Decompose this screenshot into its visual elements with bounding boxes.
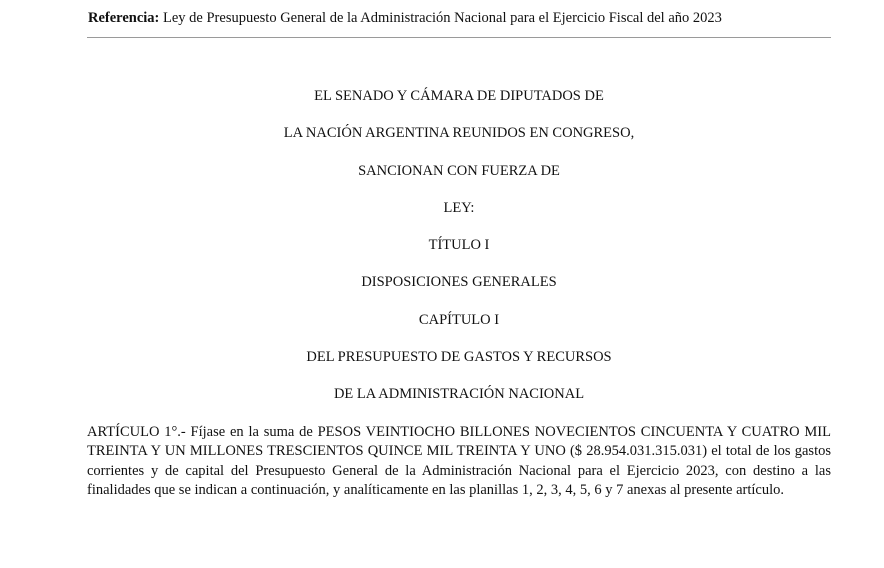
reference-text: Ley de Presupuesto General de la Administración Nacional para el Ejercicio Fiscal del año 2023 bbox=[159, 10, 722, 26]
reference-label: Referencia: bbox=[88, 10, 160, 26]
law-heading bbox=[87, 87, 831, 423]
heading-enacting-line-1: EL SENADO Y CÁMARA DE DIPUTADOS DE bbox=[314, 88, 604, 104]
reference-line bbox=[88, 9, 848, 27]
header-divider bbox=[87, 37, 831, 38]
heading-capitulo-name-2: DE LA ADMINISTRACIÓN NACIONAL bbox=[333, 386, 585, 403]
heading-enacting-line-2: LA NACIÓN ARGENTINA REUNIDOS EN CONGRESO, bbox=[283, 125, 635, 142]
heading-capitulo-name-1: DEL PRESUPUESTO DE GASTOS Y RECURSOS bbox=[306, 349, 612, 366]
article-1-paragraph: ARTÍCULO 1°.- Fíjase en la suma de PESOS VEINTIOCHO BILLONES NOVECIENTOS CINCUENTA Y CUATRO MIL TREINTA Y UN MILLONES TRESCIENTOS QUINCE MIL TREINTA Y UNO ($ 28.954.031.315.031) el total de los gastos corrientes y de capital del Presupuesto General de la Administración Nacional para el Ejercicio 2023, con destino a las finalidades que se indican a continuación, y analíticamente en las planillas 1, 2, 3, 4, 5, 6 y 7 anexas al presente artículo. bbox=[87, 424, 831, 499]
heading-ley: LEY: bbox=[443, 199, 475, 216]
heading-capitulo: CAPÍTULO I bbox=[418, 311, 500, 328]
heading-enacting-line-3: SANCIONAN CON FUERZA DE bbox=[358, 162, 560, 179]
heading-titulo: TÍTULO I bbox=[428, 237, 490, 254]
heading-titulo-name: DISPOSICIONES GENERALES bbox=[361, 274, 557, 291]
